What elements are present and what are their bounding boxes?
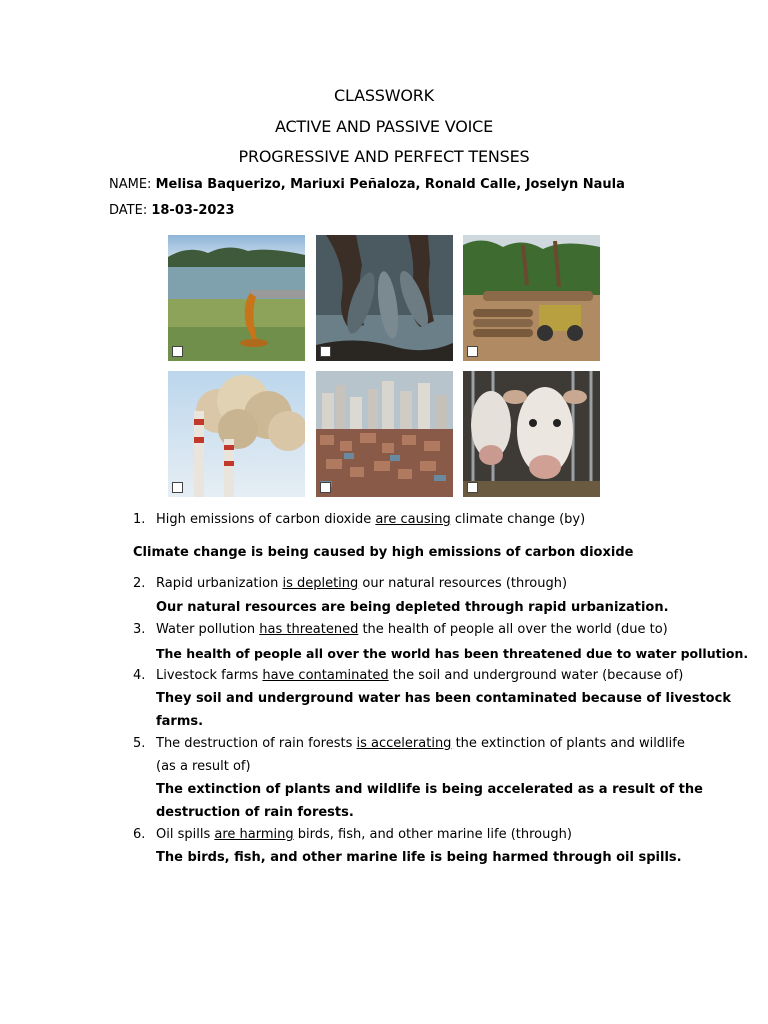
exercise-question-cont: (as a result of) bbox=[156, 759, 251, 774]
photo-water-pollution bbox=[168, 235, 305, 361]
title-classwork: CLASSWORK bbox=[334, 86, 434, 105]
photo-livestock bbox=[463, 371, 600, 497]
exercise-question: High emissions of carbon dioxide are causing climate change (by) bbox=[156, 512, 586, 527]
photo-checkbox[interactable] bbox=[172, 482, 183, 493]
photo-urbanization bbox=[316, 371, 453, 497]
photo-oil-spill-fish bbox=[316, 235, 453, 361]
exercise-number: 3. bbox=[133, 622, 146, 637]
exercise-question: Oil spills are harming birds, fish, and other marine life (through) bbox=[156, 827, 572, 842]
exercise-number: 2. bbox=[133, 576, 146, 591]
exercise-answer: Our natural resources are being depleted through rapid urbanization. bbox=[156, 600, 669, 615]
title-tenses: PROGRESSIVE AND PERFECT TENSES bbox=[238, 147, 530, 166]
photo-deforestation bbox=[463, 235, 600, 361]
exercise-answer-cont: destruction of rain forests. bbox=[156, 805, 354, 820]
exercise-number: 4. bbox=[133, 668, 146, 683]
exercise-question: Water pollution has threatened the health of people all over the world (due to) bbox=[156, 622, 668, 637]
name-value: Melisa Baquerizo, Mariuxi Peñaloza, Ronald Calle, Joselyn Naula bbox=[155, 177, 625, 192]
date-value: 18-03-2023 bbox=[151, 203, 235, 218]
photo-checkbox[interactable] bbox=[172, 346, 183, 357]
name-line bbox=[109, 177, 625, 192]
exercise-answer: The extinction of plants and wildlife is being accelerated as a result of the bbox=[156, 782, 703, 797]
exercise-number: 1. bbox=[133, 512, 146, 527]
exercise-question: Rapid urbanization is depleting our natural resources (through) bbox=[156, 576, 568, 591]
exercise-answer: Climate change is being caused by high emissions of carbon dioxide bbox=[133, 545, 634, 560]
exercise-answer: The health of people all over the world has been threatened due to water pollution. bbox=[156, 646, 749, 661]
name-label: NAME: bbox=[109, 177, 152, 192]
date-label: DATE: bbox=[109, 203, 148, 218]
exercise-question: The destruction of rain forests is accelerating the extinction of plants and wildlife bbox=[156, 736, 685, 751]
title-active-passive: ACTIVE AND PASSIVE VOICE bbox=[275, 117, 493, 136]
exercise-number: 6. bbox=[133, 827, 146, 842]
photo-air-pollution bbox=[168, 371, 305, 497]
photo-checkbox[interactable] bbox=[467, 346, 478, 357]
photo-checkbox[interactable] bbox=[467, 482, 478, 493]
exercise-question: Livestock farms have contaminated the soil and underground water (because of) bbox=[156, 668, 684, 683]
date-line bbox=[109, 203, 235, 218]
exercise-answer: They soil and underground water has been contaminated because of livestock bbox=[156, 691, 731, 706]
photo-checkbox[interactable] bbox=[320, 482, 331, 493]
exercise-answer-cont: farms. bbox=[156, 714, 204, 729]
photo-checkbox[interactable] bbox=[320, 346, 331, 357]
exercise-answer: The birds, fish, and other marine life is being harmed through oil spills. bbox=[156, 850, 682, 865]
exercise-number: 5. bbox=[133, 736, 146, 751]
